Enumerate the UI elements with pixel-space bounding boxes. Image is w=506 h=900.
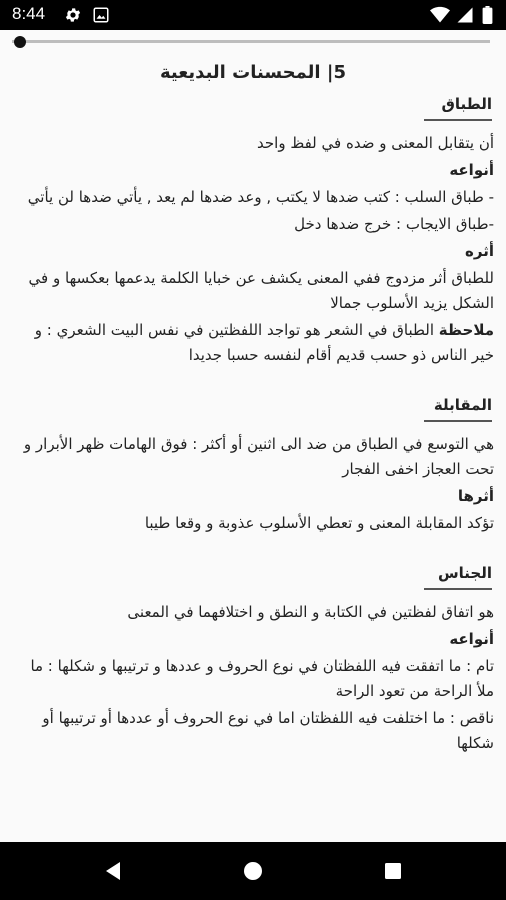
subheading: أنواعه [449,161,494,179]
wifi-icon [430,6,450,24]
reading-progress-slider[interactable] [12,36,490,48]
body-text: - طباق السلب : كتب ضدها لا يكتب , وعد ضدها لم يعد , يأتي ضدها لن يأتي [27,188,494,206]
section-divider [424,119,492,121]
note-body: الطباق في الشعر هو تواجد اللفظتين في نفس البيت الشعري : و خير الناس ذو حسب قديم أقام لنفسه حسبا جديدا [34,321,494,364]
slider-thumb[interactable] [14,36,26,48]
home-icon[interactable] [241,859,265,883]
body-text: تؤكد المقابلة المعنى و تعطي الأسلوب عذوبة و وقعا طيبا [144,514,494,532]
sections-container [8,95,498,756]
section-heading: المقابلة [433,396,492,414]
page-title: 5| المحسنات البديعية [160,62,346,83]
recents-icon[interactable] [381,859,405,883]
body-text: أن يتقابل المعنى و ضده في لفظ واحد [257,134,494,152]
section-heading: الطباق [441,95,492,113]
subheading: أنواعه [449,630,494,648]
signal-icon [456,6,474,24]
status-bar [0,0,506,30]
battery-icon [482,6,493,24]
body-text: تام : ما اتفقت فيه اللفظتان في نوع الحروف و عددها و ترتيبها و شكلها : ما ملأ الراحة من تعود الراحة [30,657,494,700]
back-icon[interactable] [102,859,126,883]
body-text: هي التوسع في الطباق من ضد الى اثنين أو أكثر : فوق الهامات ظهر الأبرار و تحت العجاز اخفى الفجار [23,435,494,478]
image-icon [92,6,110,24]
gear-icon [64,6,82,24]
body-text: هو اتفاق لفظتين في الكتابة و النطق و اختلافهما في المعنى [127,603,494,621]
subheading: أثرها [457,487,494,505]
note-label: ملاحظة [438,321,494,339]
body-text: ناقص : ما اختلفت فيه اللفظتان اما في نوع الحروف أو عددها أو ترتيبها أو شكلها [42,709,494,752]
navigation-bar [0,842,506,900]
note-text [12,318,494,368]
section-divider [424,588,492,590]
section-gap [8,370,498,396]
section-divider [424,420,492,422]
document-content[interactable] [8,52,498,842]
body-text: -طباق الايجاب : خرج ضدها دخل [294,215,494,233]
subheading: أثره [465,242,494,260]
slider-track [12,40,490,43]
body-text: للطباق أثر مزدوج ففي المعنى يكشف عن خبايا الكلمة يدعمها بعكسها و في الشكل يزيد الأسلوب جمالا [28,269,494,312]
section-gap [8,538,498,564]
section-heading: الجناس [437,564,492,582]
clock: 8:44 [12,4,46,23]
